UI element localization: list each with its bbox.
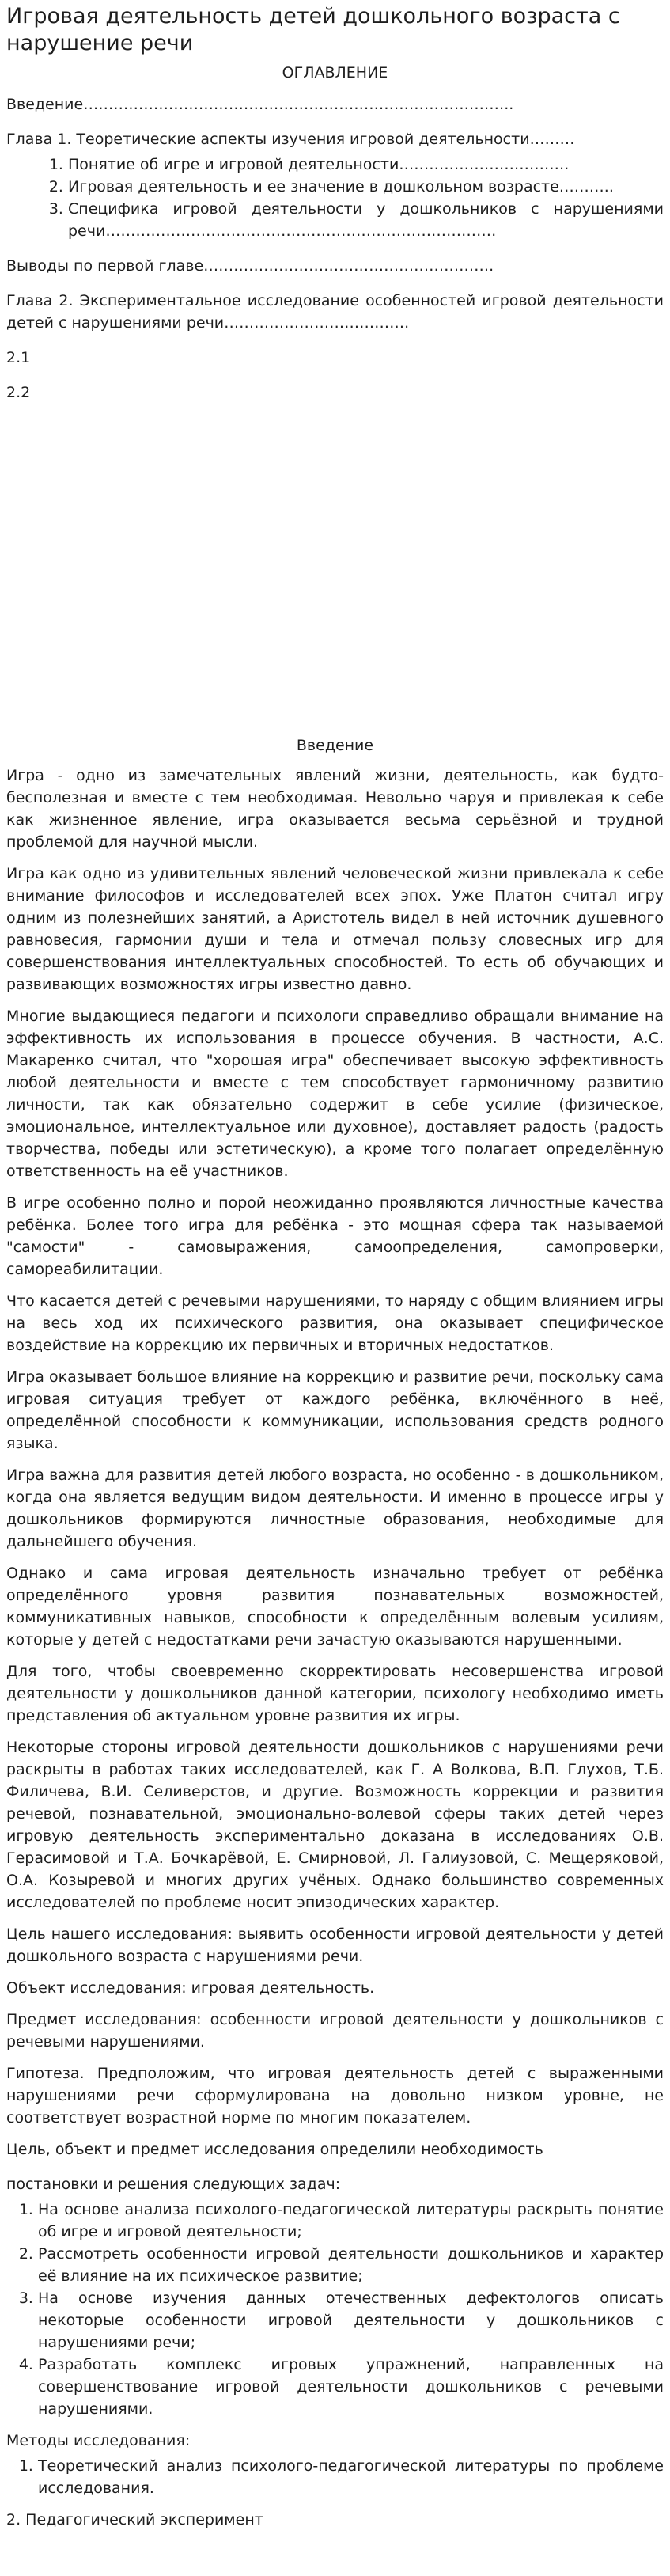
document-page [0, 3, 670, 2531]
toc-item-2-2: 2.2 [6, 384, 31, 401]
research-hypothesis: Гипотеза. Предположим, что игровая деятельность детей с выраженными нарушениями речи сформулирована на довольно низком уровне, не соответствует возрастной норме по многим показателем. [6, 2065, 664, 2126]
intro-paragraph: Игра оказывает большое влияние на коррекцию и развитие речи, поскольку сама игровая ситуация требует от каждого ребёнка, включённого в неё, определённой способности к коммуникации, использования средств родного языка. [6, 1368, 664, 1452]
toc-conclusions-1: Выводы по первой главе…………………………………………………. [6, 257, 494, 275]
toc-item-1-2: 2. Игровая деятельность и ее значение в дошкольном возрасте……….. [68, 176, 664, 198]
research-subject: Предмет исследования: особенности игровой деятельности у дошкольников с речевыми нарушениями. [6, 2011, 664, 2051]
intro-paragraph: Многие выдающиеся педагоги и психологи справедливо обращали внимание на эффективность их использования в процессе обучения. В частности, А.С. Макаренко считал, что "хорошая игра" обеспечивает высокую эффективность любой деятельности и вместе с тем способствует гармоничному развитию личности, так как обязательно содержит в себе усилие (физическое, эмоциональное, интеллектуальное или духовное), доставляет радость (радость творчества, победы или эстетическую), а кроме того полагает определённую ответственность на её участников. [6, 1007, 664, 1180]
task-item: 3. На основе изучения данных отечественных дефектологов описать некоторые особенности игровой деятельности у дошкольников с нарушениями речи; [38, 2287, 664, 2354]
research-object: Объект исследования: игровая деятельность. [6, 1979, 375, 1997]
goals-line-2: постановки и решения следующих задач: [6, 2176, 341, 2193]
method-item-2: 2. Педагогический эксперимент [6, 2511, 263, 2529]
intro-paragraph: Что касается детей с речевыми нарушениями, то наряду с общим влиянием игры на весь ход их психического развития, она оказывает специфическое воздействие на коррекцию их первичных и вторичных недостатков. [6, 1292, 664, 1354]
intro-heading: Введение [296, 737, 374, 754]
task-item: 1. На основе анализа психолого-педагогической литературы раскрыть понятие об игре и игровой деятельности; [38, 2199, 664, 2243]
method-item: 1. Теоретический анализ психолого-педагогической литературы по проблеме исследования. [38, 2455, 664, 2499]
intro-paragraph: Для того, чтобы своевременно скорректировать несовершенства игровой деятельности у дошкольников данной категории, психологу необходимо иметь представления об актуальном уровне развития их игры. [6, 1663, 664, 1724]
toc-chapter-2: Глава 2. Экспериментальное исследование особенностей игровой деятельности детей с нарушениями речи………………………………. [6, 292, 664, 332]
intro-paragraph: Игра как одно из удивительных явлений человеческой жизни привлекала к себе внимание философов и исследователей всех эпох. Уже Платон считал игру одним из полезнейших занятий, а Аристотель видел в ней источник душевного равновесия, гармонии души и тела и отмечал пользу словесных игр для совершенствования интеллектуальных способностей. То есть об обучающих и развивающих возможностях игры известно давно. [6, 865, 664, 993]
page-break-space [6, 416, 664, 734]
intro-paragraph: Некоторые стороны игровой деятельности дошкольников с нарушениями речи раскрыты в работах таких исследователей, как Г. А Волкова, В.П. Глухов, Т.Б. Филичева, В.И. Селиверстов, и другие. Возможность коррекции и развития речевой, познавательной, эмоционально-волевой сферы таких детей через игровую деятельность экспериментально доказана в исследованиях О.В. Герасимовой и Т.А. Бочкарёвой, Е. Смирновой, Л. Галиузовой, С. Мещеряковой, О.А. Козыревой и многих других учёных. Однако большинство современных исследователей по проблеме носит эпизодических характер. [6, 1739, 664, 1911]
document-title: Игровая деятельность детей дошкольного возраста с нарушение речи [6, 4, 620, 55]
intro-paragraph: Игра - одно из замечательных явлений жизни, деятельность, как будто-бесполезная и вместе с тем необходимая. Невольно чаруя и привлекая к себе как жизненное явление, игра оказывается весьма серьёзной и трудной проблемой для научной мысли. [6, 767, 664, 851]
intro-paragraph: В игре особенно полно и порой неожиданно проявляются личностные качества ребёнка. Более того игра для ребёнка - это мощная сфера так называемой "самости" - самовыражения, самоопределения, самопроверки, самореабилитации. [6, 1194, 664, 1278]
toc-chapter-1: Глава 1. Теоретические аспекты изучения игровой деятельности……… [6, 131, 575, 148]
toc-item-1-3: 3. Специфика игровой деятельности у дошкольников с нарушениями речи…………………………………………………………………… [68, 198, 664, 242]
methods-heading: Методы исследования: [6, 2432, 191, 2449]
task-list [6, 2199, 664, 2420]
toc-chapter-1-list [6, 154, 664, 242]
task-item: 4. Разработать комплекс игровых упражнений, направленных на совершенствование игровой деятельности дошкольников с речевыми нарушениями. [38, 2354, 664, 2420]
intro-paragraph: Игра важна для развития детей любого возраста, но особенно - в дошкольником, когда она является ведущим видом деятельности. И именно в процессе игры у дошкольников формируются личностные образования, необходимые для дальнейшего обучения. [6, 1466, 664, 1550]
toc-intro: Введение………………………………………………………………………….. [6, 96, 514, 113]
goals-line-1: Цель, объект и предмет исследования определили необходимость [6, 2141, 543, 2158]
task-item: 2. Рассмотреть особенности игровой деятельности дошкольников и характер её влияние на их психическое развитие; [38, 2243, 664, 2287]
toc-heading: ОГЛАВЛЕНИЕ [282, 64, 388, 82]
research-goal: Цель нашего исследования: выявить особенности игровой деятельности у детей дошкольного возраста с нарушениями речи. [6, 1925, 664, 1965]
intro-paragraph: Однако и сама игровая деятельность изначально требует от ребёнка определённого уровня развития познавательных возможностей, коммуникативных навыков, способности к определённым волевым усилиям, которые у детей с недостатками речи зачастую оказываются нарушенными. [6, 1565, 664, 1648]
toc-item-2-1: 2.1 [6, 349, 31, 366]
methods-list [6, 2455, 664, 2499]
toc-item-1-1: 1. Понятие об игре и игровой деятельности……………………………. [68, 154, 664, 176]
